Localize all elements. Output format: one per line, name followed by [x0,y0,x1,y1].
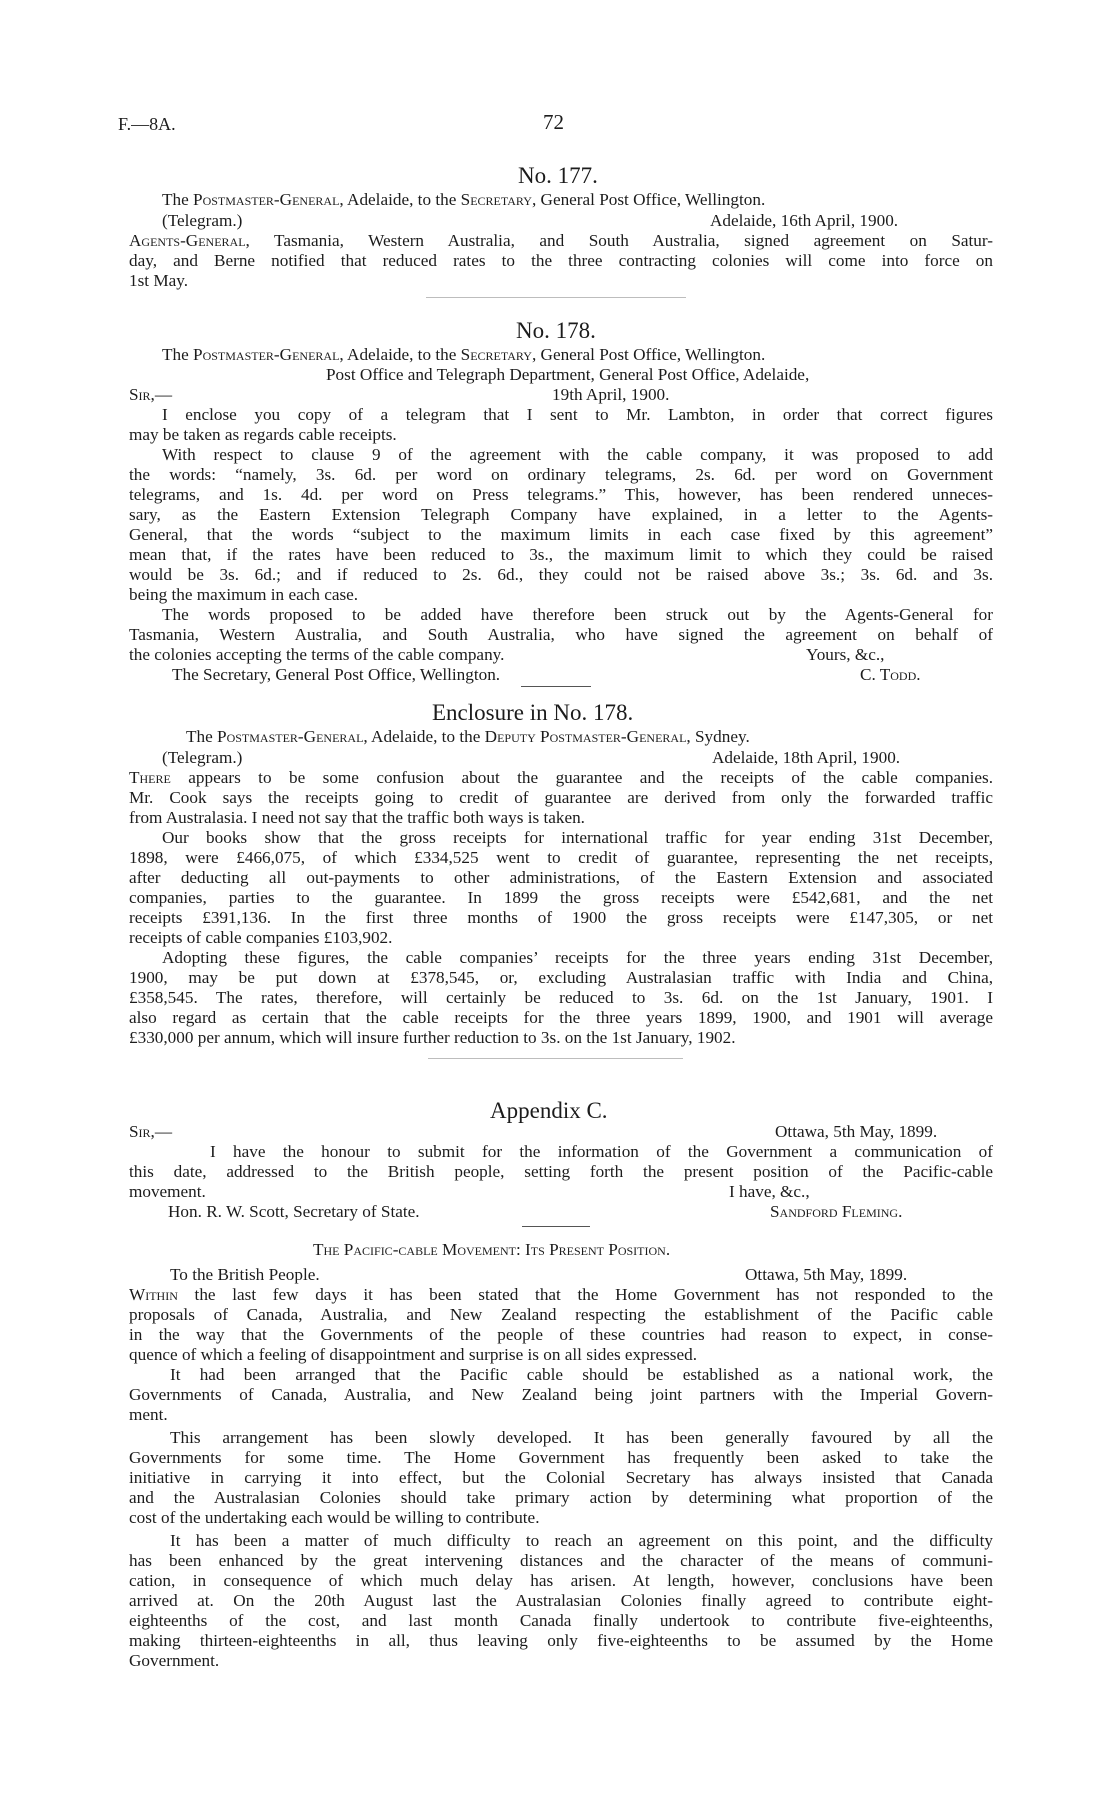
enclosure-body-line: receipts of cable companies £103,902. [129,928,393,947]
movement-dateline: Ottawa, 5th May, 1899. [745,1265,908,1284]
enclosure-body-line: Adopting these figures, the cable companies’ receipts for the three years ending 31st December, [162,948,993,967]
movement-body-line: It had been arranged that the Pacific cable should be established as a national work, the [170,1365,993,1384]
no178-body-line: mean that, if the rates have been reduced to 3s., the maximum limit to which they could be raised [129,545,993,564]
movement-body-line: making thirteen-eighteenths in all, thus leaving only five-eighteenths to be assumed by the Home [129,1631,993,1650]
movement-body-line: Within the last few days it has been stated that the Home Government has not responded to the [129,1285,993,1304]
enclosure-body-line: after deducting all out-payments to other administrations, of the Eastern Extension and associated [129,868,993,887]
enclosure-body-line: £330,000 per annum, which will insure further reduction to 3s. on the 1st January, 1902. [129,1028,736,1047]
appendix-body-line: this date, addressed to the British people, setting forth the present position of the Pacific-cable [129,1162,993,1181]
no178-body-line: the colonies accepting the terms of the cable company. [129,645,505,664]
enclosure-body-line: companies, parties to the guarantee. In 1899 the gross receipts were £542,681, and the net [129,888,993,907]
movement-body-line: in the way that the Governments of the people of these countries had reason to expect, in conse- [129,1325,993,1344]
page-number: 72 [543,110,564,134]
no178-addressee: The Secretary, General Post Office, Wellington. [172,665,501,684]
appendix-body-line: I have the honour to submit for the information of the Government a communication of [210,1142,993,1161]
no178-body-line: the words: “namely, 3s. 6d. per word on ordinary telegrams, 2s. 6d. per word on Government [129,465,993,484]
movement-body-line: Governments for some time. The Home Government has frequently been asked to take the [129,1448,993,1467]
enclosure-body-line: Mr. Cook says the receipts going to credit of guarantee are derived from only the forwarded traffic [129,788,993,807]
enclosure-body-line: £358,545. The rates, therefore, will certainly be reduced to 3s. 6d. on the 1st January, 1901. I [129,988,993,1007]
no178-date: 19th April, 1900. [552,385,670,404]
separator-rule [428,1058,683,1059]
movement-body-line: ment. [129,1405,168,1424]
section-title-enclosure: Enclosure in No. 178. [432,700,634,725]
no177-dateline: Adelaide, 16th April, 1900. [710,211,899,230]
movement-body-line: This arrangement has been slowly developed. It has been generally favoured by all the [170,1428,993,1447]
section-title-no-177: No. 177. [518,163,598,188]
movement-body-line: initiative in carrying it into effect, but the Colonial Secretary has always insisted that Canada [129,1468,993,1487]
no177-body-line-3: 1st May. [129,271,189,290]
enclosure-telegram-label: (Telegram.) [162,748,243,767]
movement-body-line: Governments of Canada, Australia, and New Zealand being joint partners with the Imperial Govern- [129,1385,993,1404]
movement-salutation: To the British People. [170,1265,320,1284]
movement-body-line: Government. [129,1651,220,1670]
enclosure-body-line: Our books show that the gross receipts for international traffic for year ending 31st December, [162,828,993,847]
no178-signature: C. Todd. [860,665,921,684]
no178-body-line: With respect to clause 9 of the agreement with the cable company, it was proposed to add [162,445,993,464]
enclosure-body-line: receipts £391,136. In the first three months of 1900 the gross receipts were £147,305, or net [129,908,993,927]
no178-salutation: Sir,— [129,385,173,404]
separator-rule [426,297,686,298]
movement-body-line: has been enhanced by the great intervening distances and the character of the means of communi- [129,1551,993,1570]
movement-body-line: It has been a matter of much difficulty to reach an agreement on this point, and the difficulty [170,1531,993,1550]
enclosure-body-line: There appears to be some confusion about the guarantee and the receipts of the cable companies. [129,768,993,787]
no178-body-line: would be 3s. 6d.; and if reduced to 2s. 6d., they could not be raised above 3s.; 3s. 6d. and 3s. [129,565,993,584]
movement-body-line: and the Australasian Colonies should take primary action by determining what proportion of the [129,1488,993,1507]
section-title-no-178: No. 178. [516,318,596,343]
no177-body-line-2: day, and Berne notified that reduced rates to the three contracting colonies will come into force on [129,251,993,270]
no178-body-line: I enclose you copy of a telegram that I sent to Mr. Lambton, in order that correct figures [162,405,993,424]
no177-telegram-label: (Telegram.) [162,211,243,230]
movement-body-line: cost of the undertaking each would be willing to contribute. [129,1508,540,1527]
appendix-body-line: movement. [129,1182,206,1201]
appendix-addressee: Hon. R. W. Scott, Secretary of State. [168,1202,420,1221]
movement-body-line: eighteenths of the cost, and last month Canada finally undertook to contribute five-eighteenths, [129,1611,993,1630]
movement-title: The Pacific-cable Movement: Its Present Position. [313,1240,671,1259]
movement-body-line: arrived at. On the 20th August last the Australasian Colonies finally agreed to contribute eight- [129,1591,993,1610]
section-title-appendix-c: Appendix C. [490,1098,608,1123]
appendix-signature: Sandford Fleming. [770,1202,903,1221]
no178-body-line: sary, as the Eastern Extension Telegraph Company have explained, in a letter to the Agents- [129,505,993,524]
separator-rule [522,1226,590,1227]
no178-body-line: may be taken as regards cable receipts. [129,425,397,444]
enclosure-body-line: from Australasia. I need not say that the traffic both ways is taken. [129,808,585,827]
movement-body-line: proposals of Canada, Australia, and New Zealand respecting the establishment of the Pacific cable [129,1305,993,1324]
no178-from-line: The Postmaster-General, Adelaide, to the Secretary, General Post Office, Wellington. [162,345,766,364]
appendix-salutation: Sir,— [129,1122,173,1141]
separator-rule [521,686,591,687]
enclosure-body-line: also regard as certain that the cable receipts for the three years 1899, 1900, and 1901 will average [129,1008,993,1027]
no177-body-line-1: Agents-General, Tasmania, Western Australia, and South Australia, signed agreement on Satur- [129,231,993,250]
no178-body-line: being the maximum in each case. [129,585,359,604]
no177-from-line: The Postmaster-General, Adelaide, to the Secretary, General Post Office, Wellington. [162,190,766,209]
no178-address: Post Office and Telegraph Department, General Post Office, Adelaide, [326,365,810,384]
no178-body-line: The words proposed to be added have therefore been struck out by the Agents-General for [162,605,993,624]
no178-body-line: Tasmania, Western Australia, and South Australia, who have signed the agreement on behalf of [129,625,993,644]
enclosure-from-line: The Postmaster-General, Adelaide, to the Deputy Postmaster-General, Sydney. [186,727,750,746]
no178-body-line: telegrams, and 1s. 4d. per word on Press telegrams.” This, however, has been rendered unneces- [129,485,993,504]
appendix-dateline: Ottawa, 5th May, 1899. [775,1122,938,1141]
enclosure-body-line: 1898, were £466,075, of which £334,525 went to credit of guarantee, representing the net receipts, [129,848,993,867]
enclosure-body-line: 1900, may be put down at £378,545, or, excluding Australasian traffic with India and China, [129,968,993,987]
no178-complimentary-close: Yours, &c., [806,645,885,664]
movement-body-line: cation, in consequence of which much delay has arisen. At length, however, conclusions have been [129,1571,993,1590]
movement-body-line: quence of which a feeling of disappointment and surprise is on all sides expressed. [129,1345,697,1364]
enclosure-dateline: Adelaide, 18th April, 1900. [712,748,901,767]
appendix-complimentary-close: I have, &c., [729,1182,810,1201]
no178-body-line: General, that the words “subject to the maximum limits in each case fixed by this agreement” [129,525,993,544]
document-reference: F.—8A. [118,114,176,134]
